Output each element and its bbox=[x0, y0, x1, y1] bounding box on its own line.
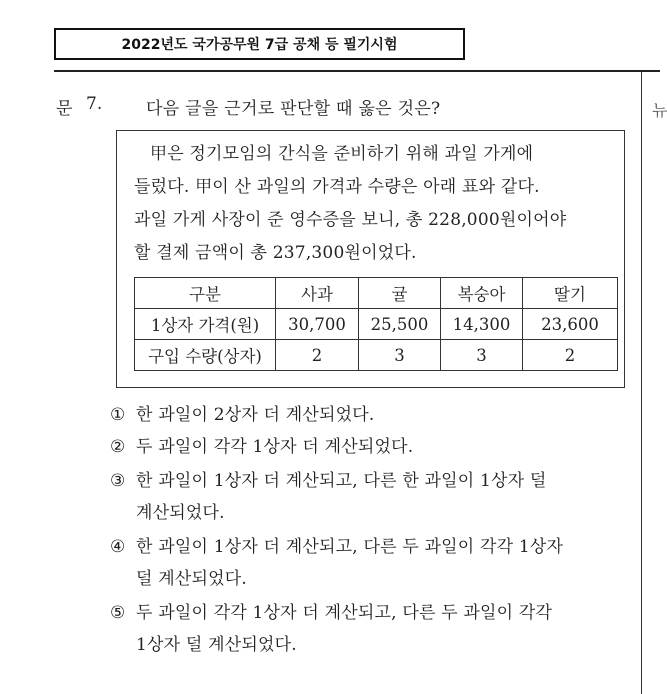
passage-box bbox=[116, 130, 625, 388]
option-5-continued: 1상자 덜 계산되었다. bbox=[136, 635, 297, 655]
table-cell: 23,600 bbox=[523, 309, 618, 340]
table-cell: 25,500 bbox=[359, 309, 441, 340]
question-label: 문 bbox=[56, 99, 73, 119]
table-header-cell: 딸기 bbox=[523, 278, 618, 309]
table-cell: 14,300 bbox=[441, 309, 523, 340]
table-cell: 3 bbox=[359, 340, 441, 371]
option-4[interactable] bbox=[110, 532, 563, 557]
option-text: 한 과일이 2상자 더 계산되었다. bbox=[136, 405, 375, 425]
question-number: 7. bbox=[86, 94, 103, 114]
option-text: 한 과일이 1상자 더 계산되고, 다른 두 과일이 각각 1상자 bbox=[136, 537, 564, 557]
option-text: 두 과일이 각각 1상자 더 계산되었다. bbox=[136, 437, 414, 457]
next-column-fragment: 뉴 bbox=[652, 101, 667, 120]
table-cell: 2 bbox=[523, 340, 618, 371]
table-header-cell: 구분 bbox=[135, 278, 276, 309]
option-number: ⑤ bbox=[110, 603, 126, 623]
header-divider bbox=[54, 70, 660, 72]
question-prompt: 다음 글을 근거로 판단할 때 옳은 것은? bbox=[146, 99, 441, 119]
table-header-cell: 사과 bbox=[276, 278, 359, 309]
table-row bbox=[135, 309, 618, 340]
column-divider bbox=[641, 72, 642, 694]
table-cell: 1상자 가격(원) bbox=[135, 309, 276, 340]
option-number: ① bbox=[110, 405, 126, 425]
exam-header bbox=[54, 28, 465, 60]
option-number: ② bbox=[110, 437, 126, 457]
option-number: ③ bbox=[110, 471, 126, 491]
passage-line: 과일 가게 사장이 준 영수증을 보니, 총 228,000원이어야 bbox=[134, 210, 567, 230]
table-header-row bbox=[135, 278, 618, 309]
passage-line: 할 결제 금액이 총 237,300원이었다. bbox=[134, 243, 417, 263]
option-3-continued: 계산되었다. bbox=[136, 503, 225, 523]
passage-line: 들렀다. 甲이 산 과일의 가격과 수량은 아래 표와 같다. bbox=[134, 177, 540, 197]
option-3[interactable] bbox=[110, 466, 547, 491]
option-2[interactable] bbox=[110, 432, 413, 457]
option-text: 한 과일이 1상자 더 계산되고, 다른 한 과일이 1상자 덜 bbox=[136, 471, 547, 491]
option-text: 두 과일이 각각 1상자 더 계산되고, 다른 두 과일이 각각 bbox=[136, 603, 553, 623]
table-cell: 3 bbox=[441, 340, 523, 371]
table-header-cell: 복숭아 bbox=[441, 278, 523, 309]
passage-line: 甲은 정기모임의 간식을 준비하기 위해 과일 가게에 bbox=[150, 144, 534, 164]
option-4-continued: 덜 계산되었다. bbox=[136, 569, 247, 589]
table-cell: 30,700 bbox=[276, 309, 359, 340]
table-cell: 2 bbox=[276, 340, 359, 371]
option-5[interactable] bbox=[110, 598, 552, 623]
price-table bbox=[134, 277, 618, 371]
option-number: ④ bbox=[110, 537, 126, 557]
table-row bbox=[135, 340, 618, 371]
table-header-cell: 귤 bbox=[359, 278, 441, 309]
option-1[interactable] bbox=[110, 400, 375, 425]
exam-title: 2022년도 국가공무원 7급 공채 등 필기시험 bbox=[121, 37, 398, 53]
table-cell: 구입 수량(상자) bbox=[135, 340, 276, 371]
